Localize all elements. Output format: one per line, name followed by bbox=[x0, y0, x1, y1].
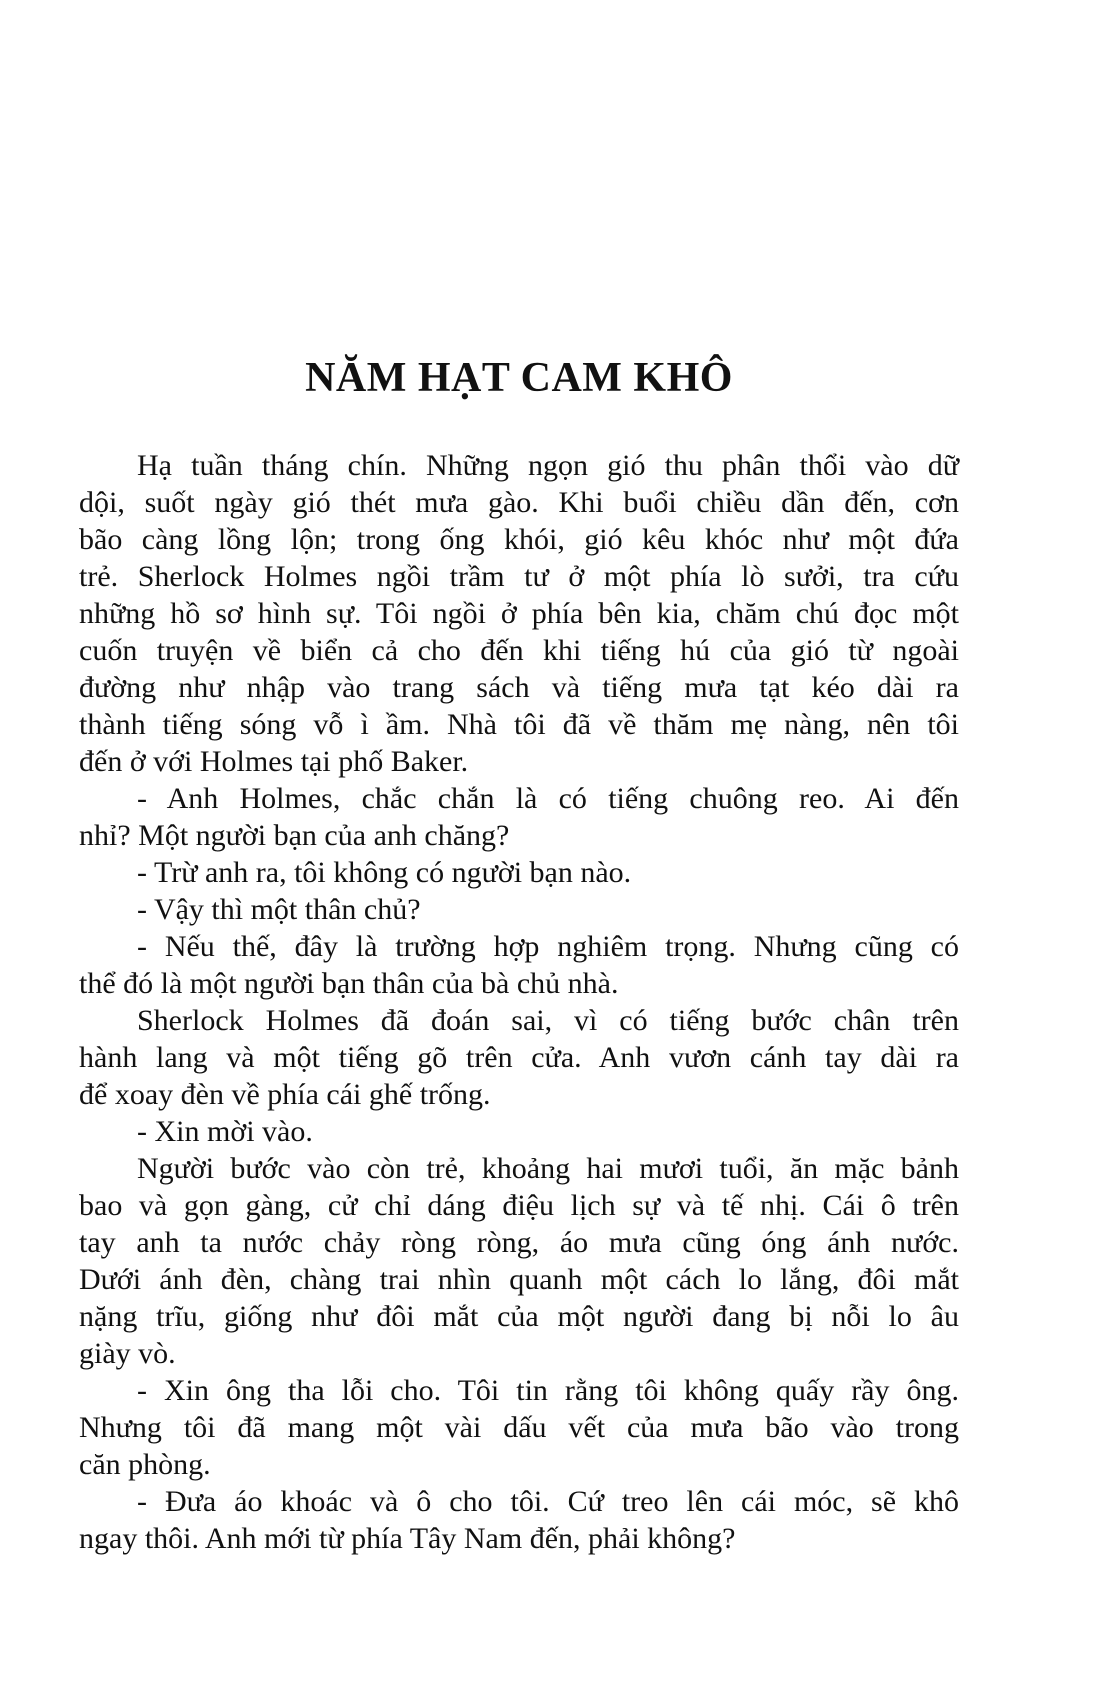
text-line: Dưới ánh đèn, chàng trai nhìn quanh một cách lo lắng, đôi mắt bbox=[79, 1263, 959, 1296]
text-line: thể đó là một người bạn thân của bà chủ nhà. bbox=[79, 967, 619, 1000]
text-line: Nhưng tôi đã mang một vài dấu vết của mưa bão vào trong bbox=[79, 1411, 959, 1444]
text-line: nhỉ? Một người bạn của anh chăng? bbox=[79, 819, 510, 852]
text-line: bão càng lồng lộn; trong ống khói, gió kêu khóc như một đứa bbox=[79, 523, 959, 556]
text-line: - Trừ anh ra, tôi không có người bạn nào. bbox=[137, 856, 632, 889]
text-line: - Nếu thế, đây là trường hợp nghiêm trọng. Nhưng cũng có bbox=[137, 930, 959, 963]
text-line: Sherlock Holmes đã đoán sai, vì có tiếng bước chân trên bbox=[137, 1004, 959, 1037]
text-line: - Anh Holmes, chắc chắn là có tiếng chuông reo. Ai đến bbox=[137, 782, 959, 815]
text-line: Hạ tuần tháng chín. Những ngọn gió thu phân thổi vào dữ bbox=[137, 449, 959, 482]
body-text bbox=[79, 447, 959, 1557]
text-line: - Xin ông tha lỗi cho. Tôi tin rằng tôi không quấy rầy ông. bbox=[137, 1374, 959, 1407]
text-line: đến ở với Holmes tại phố Baker. bbox=[79, 745, 469, 778]
text-line: đường như nhập vào trang sách và tiếng mưa tạt kéo dài ra bbox=[79, 671, 959, 704]
text-line: thành tiếng sóng vỗ ì ầm. Nhà tôi đã về thăm mẹ nàng, nên tôi bbox=[79, 708, 959, 741]
text-line: Người bước vào còn trẻ, khoảng hai mươi tuổi, ăn mặc bảnh bbox=[137, 1152, 959, 1185]
text-line: - Đưa áo khoác và ô cho tôi. Cứ treo lên cái móc, sẽ khô bbox=[137, 1485, 959, 1518]
text-line: để xoay đèn về phía cái ghế trống. bbox=[79, 1078, 491, 1111]
text-line: cuốn truyện về biển cả cho đến khi tiếng hú của gió từ ngoài bbox=[79, 634, 959, 667]
text-line: tay anh ta nước chảy ròng ròng, áo mưa cũng óng ánh nước. bbox=[79, 1226, 959, 1259]
text-line: dội, suốt ngày gió thét mưa gào. Khi buổi chiều dần đến, cơn bbox=[79, 486, 959, 519]
text-line: giày vò. bbox=[79, 1337, 176, 1370]
text-line: - Vậy thì một thân chủ? bbox=[137, 893, 421, 926]
chapter-title: NĂM HẠT CAM KHÔ bbox=[305, 355, 733, 402]
text-line: ngay thôi. Anh mới từ phía Tây Nam đến, phải không? bbox=[79, 1522, 736, 1555]
text-line: hành lang và một tiếng gõ trên cửa. Anh vươn cánh tay dài ra bbox=[79, 1041, 959, 1074]
text-line: nặng trĩu, giống như đôi mắt của một người đang bị nỗi lo âu bbox=[79, 1300, 959, 1333]
text-line: căn phòng. bbox=[79, 1448, 211, 1481]
text-line: trẻ. Sherlock Holmes ngồi trầm tư ở một phía lò sưởi, tra cứu bbox=[79, 560, 959, 593]
text-line: - Xin mời vào. bbox=[137, 1115, 313, 1148]
text-line: bao và gọn gàng, cử chỉ dáng điệu lịch sự và tế nhị. Cái ô trên bbox=[79, 1189, 959, 1222]
text-line: những hồ sơ hình sự. Tôi ngồi ở phía bên kia, chăm chú đọc một bbox=[79, 597, 959, 630]
